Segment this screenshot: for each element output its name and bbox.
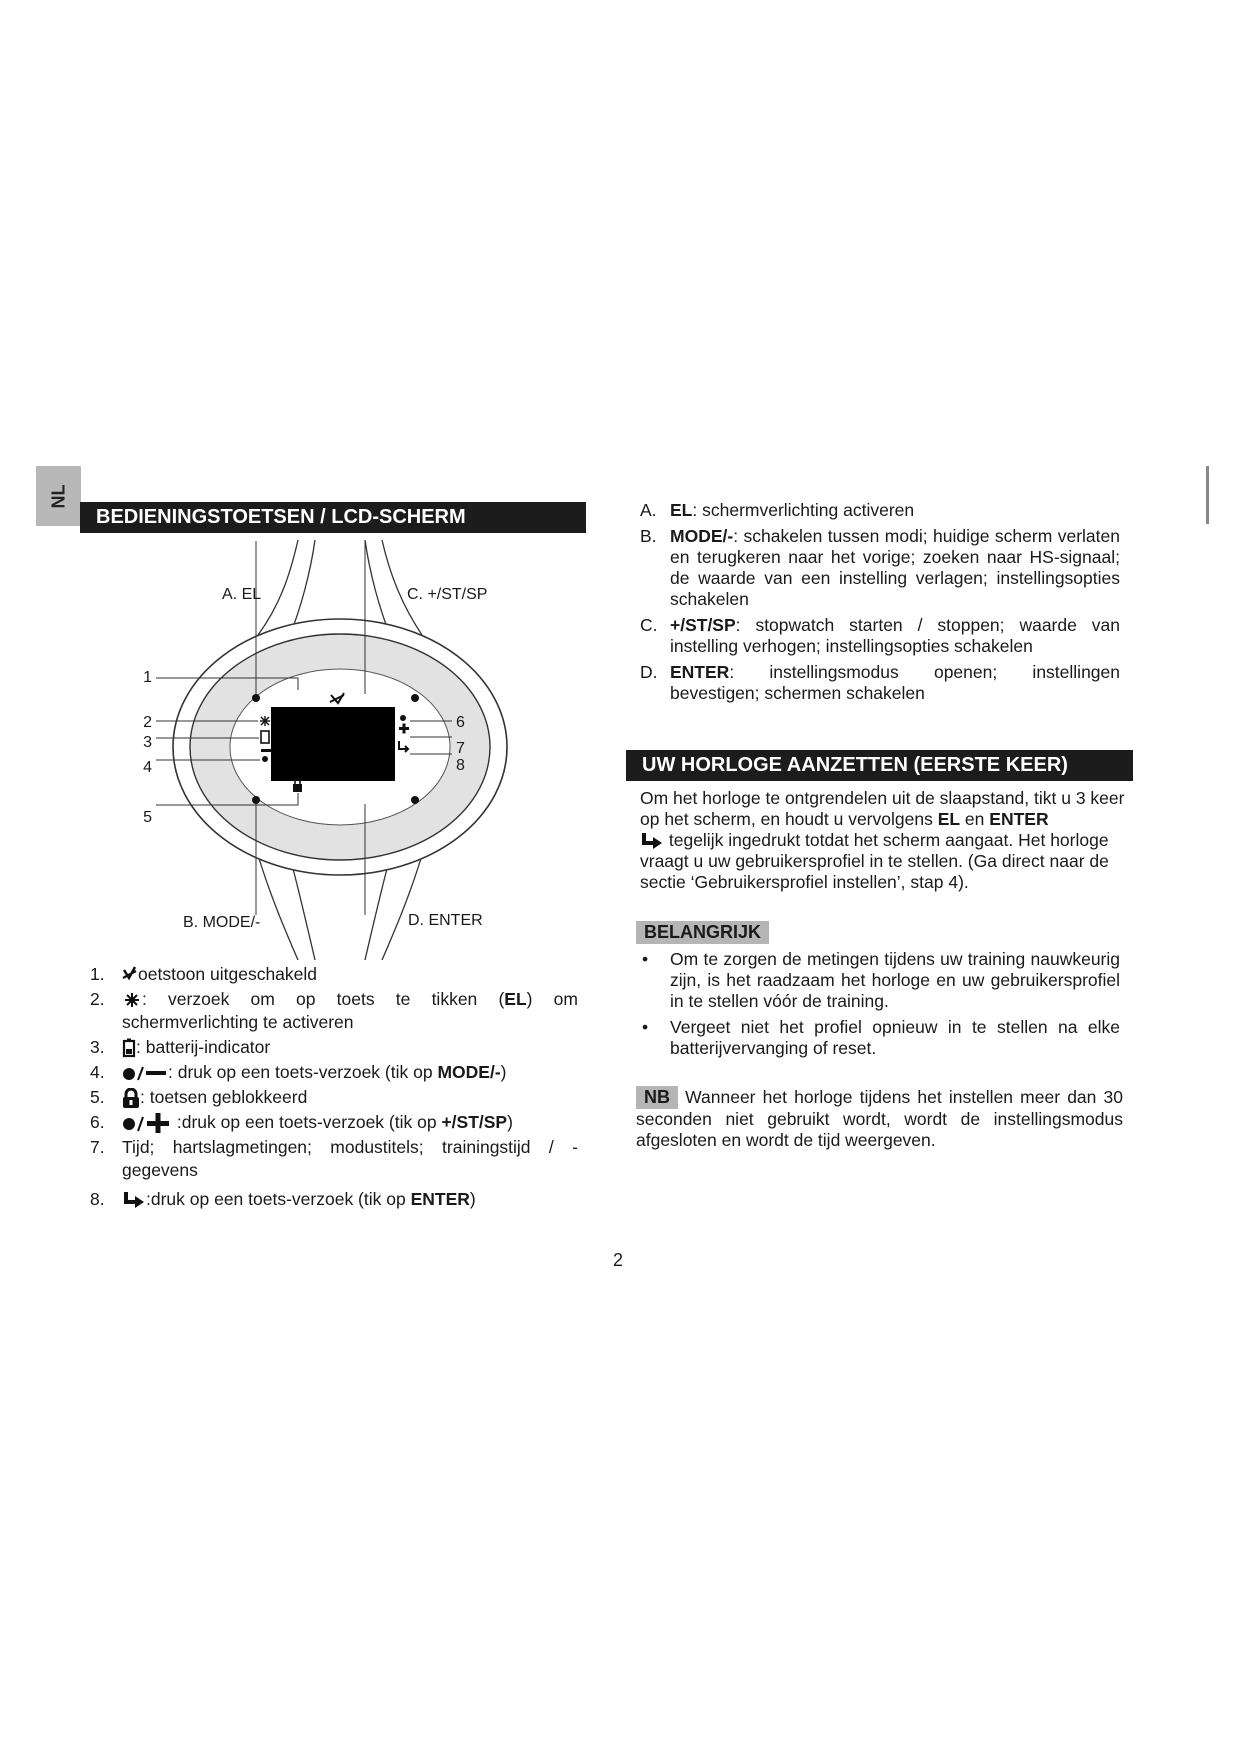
callout-7: 7 [456, 740, 465, 757]
legend-item-1: 1. oetstoon uitgeschakeld [90, 964, 318, 984]
note-paragraph: NB Wanneer het horloge tijdens het instellen meer dan 30 seconden niet gebruikt wordt, wordt de instellingsmodus afgesloten en wordt de tijd weergeven. [636, 1087, 1123, 1150]
watch-diagram [140, 535, 540, 960]
callout-8: 8 [456, 757, 465, 774]
note-badge: NB [636, 1086, 678, 1109]
tone-off-icon [122, 966, 138, 984]
legend-item-2: 2. : verzoek om op toets te tikken (EL) om schermverlichting te activeren [90, 989, 578, 1032]
important-item: • Vergeet niet het profiel opnieuw in te stellen na elke batterijvervanging of reset. [642, 1017, 1120, 1058]
language-tab-label: NL [48, 484, 68, 508]
key-desc-enter: D. ENTER: instellingsmodus openen; instellingen bevestigen; schermen schakelen [640, 662, 1120, 703]
section-title-first-use-text: UW HORLOGE AANZETTEN (EERSTE KEER) [642, 754, 1068, 776]
callout-1: 1 [143, 669, 152, 686]
button-el-dot [252, 694, 260, 702]
lock-icon [122, 1088, 140, 1108]
callout-6: 6 [456, 714, 465, 731]
lcd-screen [271, 707, 395, 781]
label-enter: D. ENTER [408, 912, 483, 929]
enter-icon [122, 1191, 146, 1209]
battery-icon [122, 1038, 136, 1058]
key-desc-el: A. EL: schermverlichting activeren [640, 500, 915, 520]
section-title-controls [80, 502, 586, 533]
button-st-dot [411, 694, 419, 702]
page-number: 2 [612, 1250, 623, 1270]
light-icon [260, 716, 270, 726]
section-title-first-use [626, 750, 1133, 781]
callout-3: 3 [143, 734, 152, 751]
legend-item-4: 4. : druk op een toets-verzoek (tik op MODE/-) [90, 1062, 507, 1082]
margin-rule [1206, 466, 1209, 524]
light-icon [122, 991, 142, 1009]
mode-minus-icon [122, 1064, 168, 1082]
key-desc-st-sp: C. +/ST/SP: stopwatch starten / stoppen; waarde van instelling verhogen; instellingsopties schakelen [640, 615, 1120, 656]
legend-item-5: 5. : toetsen geblokkeerd [90, 1087, 308, 1107]
button-enter-dot [411, 796, 419, 804]
callout-4: 4 [143, 759, 152, 776]
important-badge: BELANGRIJK [636, 921, 769, 944]
language-tab [36, 466, 81, 526]
first-use-paragraph: Om het horloge te ontgrendelen uit de slaapstand, tikt u 3 keer op het scherm, en houdt u vervolgens EL en ENTER tegelijk ingedrukt totdat het scherm aangaat. Het horloge vraagt u uw gebruikersprofiel in te stellen. (Ga direct naar de sectie ‘Gebruikersprofiel instellen’, stap 4). [640, 788, 1125, 892]
important-list [640, 949, 1120, 1064]
key-descriptions [640, 500, 1120, 709]
plus-icon [122, 1113, 172, 1133]
legend-item-6: 6. :druk op een toets-verzoek (tik op +/ST/SP) [90, 1112, 513, 1132]
legend-item-7: 7. Tijd; hartslagmetingen; modustitels; trainingstijd / -gegevens [90, 1137, 578, 1180]
key-desc-mode: B. MODE/-: schakelen tussen modi; huidige scherm verlaten en terugkeren naar het vorige; zoeken naar HS-signaal; de waarde van een instelling verlagen; instellingsopties schakelen [640, 526, 1120, 609]
enter-icon [640, 832, 664, 850]
label-st-sp: C. +/ST/SP [407, 586, 488, 603]
callout-5: 5 [143, 809, 152, 826]
legend-item-3: 3. : batterij-indicator [90, 1037, 271, 1057]
legend-item-8: 8. :druk op een toets-verzoek (tik op ENTER) [90, 1189, 476, 1209]
button-mode-dot [252, 796, 260, 804]
label-mode: B. MODE/- [183, 914, 261, 931]
callout-2: 2 [143, 714, 152, 731]
section-title-controls-text: BEDIENINGSTOETSEN / LCD-SCHERM [96, 506, 466, 528]
important-item: • Om te zorgen de metingen tijdens uw training nauwkeurig zijn, is het raadzaam het horloge en uw gebruikersprofiel in te stellen vóór de training. [642, 949, 1120, 1011]
icon-legend [88, 963, 578, 1213]
label-el: A. EL [222, 586, 262, 603]
